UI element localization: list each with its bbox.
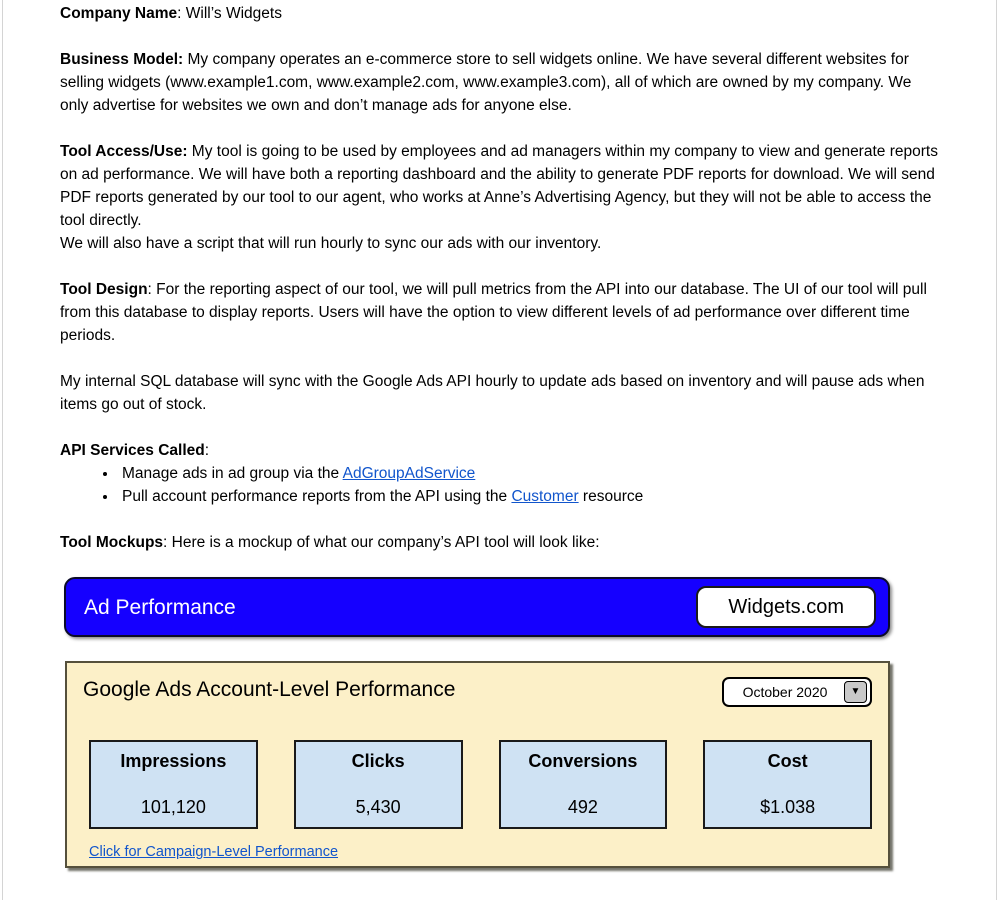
paragraph-api-services-heading: [60, 439, 944, 462]
tool-mockups-text: : Here is a mockup of what our company’s API tool will look like:: [163, 534, 600, 551]
tool-mockups-label: Tool Mockups: [60, 534, 164, 551]
tool-access-text: My tool is going to be used by employees and ad managers within my company to view and generate reports on ad performance. We will have both a reporting dashboard and the ability to generate PDF reports for download. We will send PDF reports generated by our tool to our agent, who works at Anne’s Advertising Agency, but they will not be able to access the tool directly.: [60, 143, 938, 229]
company-name-value: : Will’s Widgets: [177, 5, 282, 22]
paragraph-tool-design: [60, 278, 944, 347]
tool-access-label: Tool Access/Use:: [60, 143, 188, 160]
metric-card-clicks: [294, 740, 463, 829]
metric-label: Impressions: [120, 751, 227, 771]
panel-header-row: [83, 677, 872, 707]
paragraph-business-model: [60, 48, 944, 117]
bullet-2-suffix: resource: [578, 488, 644, 505]
metric-card-impressions: [89, 740, 258, 829]
business-model-label: Business Model:: [60, 51, 184, 68]
campaign-link-row: [89, 843, 872, 861]
paragraph-company-name: [60, 2, 944, 25]
list-item: [118, 462, 944, 485]
api-services-list: [60, 462, 944, 508]
api-services-separator: :: [204, 442, 210, 459]
metric-card-cost: [703, 740, 872, 829]
metric-label: Cost: [767, 751, 808, 771]
metrics-row: [89, 740, 872, 829]
panel-title: Google Ads Account-Level Performance: [83, 678, 456, 701]
bullet-2-text: Pull account performance reports from the API using the: [122, 488, 512, 505]
company-name-label: Company Name: [60, 5, 178, 22]
page-edge-right: [996, 0, 997, 900]
metric-value: 5,430: [355, 797, 401, 817]
metric-value: 101,120: [140, 797, 206, 817]
sql-note-text: My internal SQL database will sync with the Google Ads API hourly to update ads based on inventory and will pause ads when items go out of stock.: [60, 373, 925, 413]
paragraph-sql-note: [60, 370, 944, 416]
paragraph-tool-access: [60, 140, 944, 255]
metric-value: $1.038: [760, 797, 816, 817]
account-performance-panel: [65, 661, 890, 868]
business-model-text: My company operates an e-commerce store to sell widgets online. We have several different websites for selling widgets (www.example1.com, www.example2.com, www.example3.com), all of which are owned by my company. We only advertise for websites we own and don’t manage ads for anyone else.: [60, 51, 912, 114]
widgets-site-button[interactable]: Widgets.com: [696, 586, 876, 628]
adgroupadservice-link[interactable]: AdGroupAdService: [342, 465, 476, 482]
tool-design-text: : For the reporting aspect of our tool, we will pull metrics from the API into our database. The UI of our tool will pull from this database to display reports. Users will have the option to view different levels of ad performance over different time periods.: [60, 281, 927, 344]
page-edge-left: [2, 0, 3, 900]
mockup-app-title: Ad Performance: [84, 595, 236, 619]
tool-access-text2: We will also have a script that will run hourly to sync our ads with our inventory.: [60, 235, 602, 252]
campaign-level-performance-link[interactable]: Click for Campaign-Level Performance: [89, 844, 339, 860]
metric-label: Conversions: [528, 751, 638, 771]
api-services-label: API Services Called: [60, 442, 205, 459]
period-dropdown-value: October 2020: [742, 684, 828, 700]
paragraph-tool-mockups: [60, 531, 944, 554]
mockup-header-bar: [64, 577, 890, 637]
customer-link[interactable]: Customer: [511, 488, 579, 505]
metric-value: 492: [567, 797, 598, 817]
bullet-1-text: Manage ads in ad group via the: [122, 465, 343, 482]
tool-design-label: Tool Design: [60, 281, 148, 298]
metric-card-conversions: [499, 740, 668, 829]
period-dropdown[interactable]: [722, 677, 872, 707]
list-item: [118, 485, 944, 508]
chevron-down-icon[interactable]: ▼: [844, 681, 867, 703]
metric-label: Clicks: [351, 751, 405, 771]
